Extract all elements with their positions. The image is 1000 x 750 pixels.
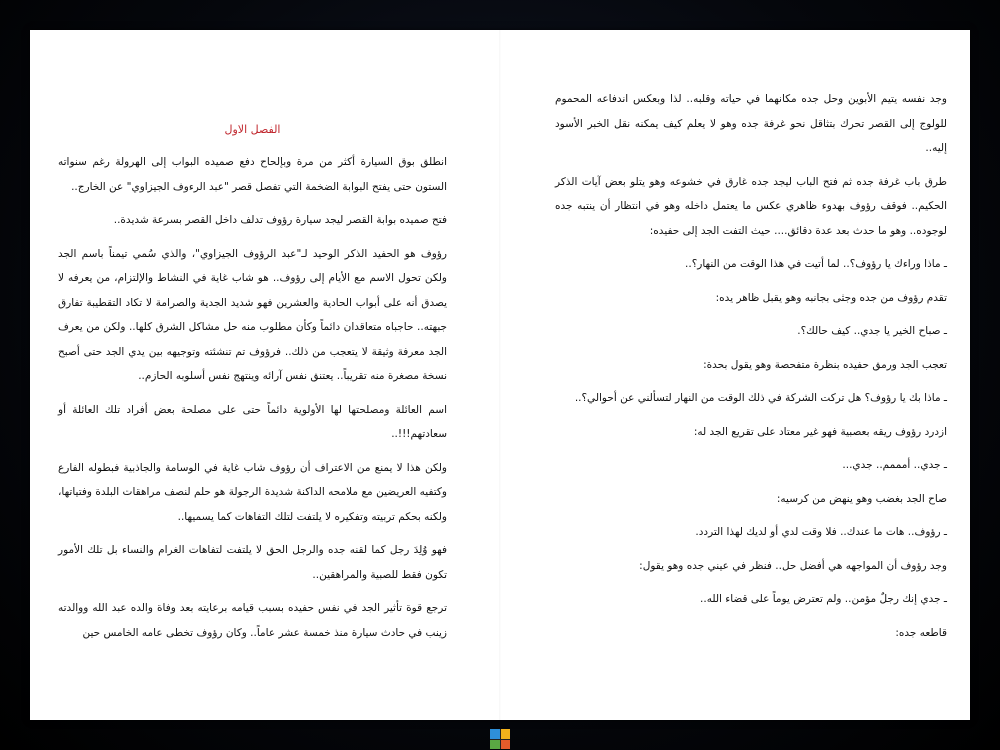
left-page-text bbox=[58, 118, 447, 654]
paragraph: ـ جدي إنك رجلٌ مؤمن.. ولم تعترض يوماً على قضاء الله.. bbox=[700, 593, 947, 605]
paragraph: تقدم رؤوف من جده وجثى بجانبه وهو يقبل ظاهر يده: bbox=[715, 291, 947, 304]
paragraph: اسم العائلة ومصلحتها لها الأولوية دائماً حتى على مصلحة بعض أفراد تلك العائلة أو سعادتهم!!!.. bbox=[58, 403, 447, 440]
logo-tile bbox=[490, 729, 500, 739]
right-page-text bbox=[555, 87, 947, 654]
paragraph: ولكن هذا لا يمنع من الاعتراف أن رؤوف شاب غاية في الوسامة والجاذبية فبطوله الفارع وكتفيه العريضين مع ملامحه الداكنة شديدة الرجولة هو حلم لنصف مراهقات البلدة وفتياتها، ولكنه بحكم تربيته وتفكيره لا يلتفت لتلك التفاهات كما يسميها.. bbox=[58, 461, 447, 523]
paragraph: وجد رؤوف أن المواجهه هي أفضل حل.. فنظر في عيني جده وهو يقول: bbox=[639, 559, 947, 572]
paragraph: ـ ماذا وراءك يا رؤوف؟.. لما أتيت في هذا الوقت من النهار؟.. bbox=[685, 258, 947, 270]
paragraph: فتح صميده بوابة القصر ليجد سيارة رؤوف تدلف داخل القصر بسرعة شديدة.. bbox=[113, 214, 447, 226]
paragraph: فهو وُلِدَ رجل كما لقنه جده والرجل الحق لا يلتفت لتفاهات الغرام والنساء بل تلك الأمور تكون فقط للصبية والمراهقين.. bbox=[58, 544, 447, 581]
paragraph: ازدرد رؤوف ريقه بعصبية فهو غير معتاد على تقريع الجد له: bbox=[693, 425, 947, 438]
app-logo-icon[interactable] bbox=[490, 729, 510, 749]
left-page[interactable] bbox=[30, 30, 500, 720]
logo-tile bbox=[501, 729, 511, 739]
paragraph: ترجع قوة تأثير الجد في نفس حفيده بسبب قيامه برعايته بعد وفاة والده عبد الله ووالدته زينب في حادث سيارة منذ خمسة عشر عاماً.. وكان رؤوف تخطى عامه الخامس حين bbox=[58, 602, 447, 639]
paragraph: وجد نفسه يتيم الأبوين وحل جده مكانهما في حياته وقلبه.. لذا وبعكس اندفاعه المحموم للولوج إلى القصر تحرك بتثاقل نحو غرفة جده وهو لا يعلم كيف يمكنه نقل الخبر الأسود إليه.. bbox=[555, 93, 947, 154]
paragraph: قاطعه جده: bbox=[895, 626, 947, 639]
paragraph: تعجب الجد ورمق حفيده بنظرة متفحصة وهو يقول بحدة: bbox=[703, 358, 947, 371]
chapter-title: الفصل الاول bbox=[224, 123, 281, 136]
book-spread bbox=[30, 30, 970, 720]
paragraph: صاح الجد بغضب وهو ينهض من كرسيه: bbox=[776, 492, 947, 505]
paragraph: ـ ماذا بك يا رؤوف؟ هل تركت الشركة في ذلك الوقت من النهار لتسألني عن أحوالي؟.. bbox=[574, 392, 947, 404]
paragraph: انطلق بوق السيارة أكثر من مرة وبإلحاح دفع صميده البواب إلى الهرولة رغم سنواته الستون حتى يفتح البوابة الضخمة التي تفصل قصر "عبد الرءوف الجيزاوي" عن الخارج.. bbox=[58, 156, 447, 193]
logo-tile bbox=[490, 740, 500, 750]
paragraph: طرق باب غرفة جده ثم فتح الباب ليجد جده غارق في خشوعه وهو يتلو بعض آيات الذكر الحكيم.. فوقف رؤوف بهدوء ظاهري عكس ما يعتمل داخله وهو في انتظار أن ينتبه جده لوجوده.. وهو ما حدث بعد عدة دقائق.... حيث التفت الجد إلى حفيده: bbox=[555, 175, 947, 237]
paragraph: ـ رؤوف.. هات ما عندك.. فلا وقت لدي أو لديك لهذا التردد. bbox=[695, 526, 947, 538]
right-page[interactable] bbox=[500, 30, 970, 720]
paragraph: ـ صباح الخير يا جدي.. كيف حالك؟. bbox=[797, 325, 947, 337]
logo-tile bbox=[501, 740, 511, 750]
paragraph: ـ جدي.. أمممم.. جدي... bbox=[842, 459, 947, 471]
paragraph: رؤوف هو الحفيد الذكر الوحيد لـ"عبد الرؤوف الجيزاوي"، والذي سُمي تيمناً باسم الجد ولكن تحول الاسم مع الأيام إلى رؤوف.. هو شاب غاية في النشاط والإلتزام، من يعرفه لا يصدق أنه على أبواب الحادية والعشرين فهو شديد الجدية والصرامة لا تكاد التقطيبة تفارق جبهته.. حاجباه متعاقدان دائماً وكأن مطلوب منه حل مشاكل الشرق كلها.. ولكن من يعرف الجد معرفة وثيقة لا يتعجب من ذلك.. فرؤوف تم تنشئته وتوجيهه بين يدي الجد حتى أصبح نسخة مصغرة منه تقريباً.. يعتنق نفس آرائه وينتهج نفس أسلوبه الحازم.. bbox=[58, 247, 447, 382]
